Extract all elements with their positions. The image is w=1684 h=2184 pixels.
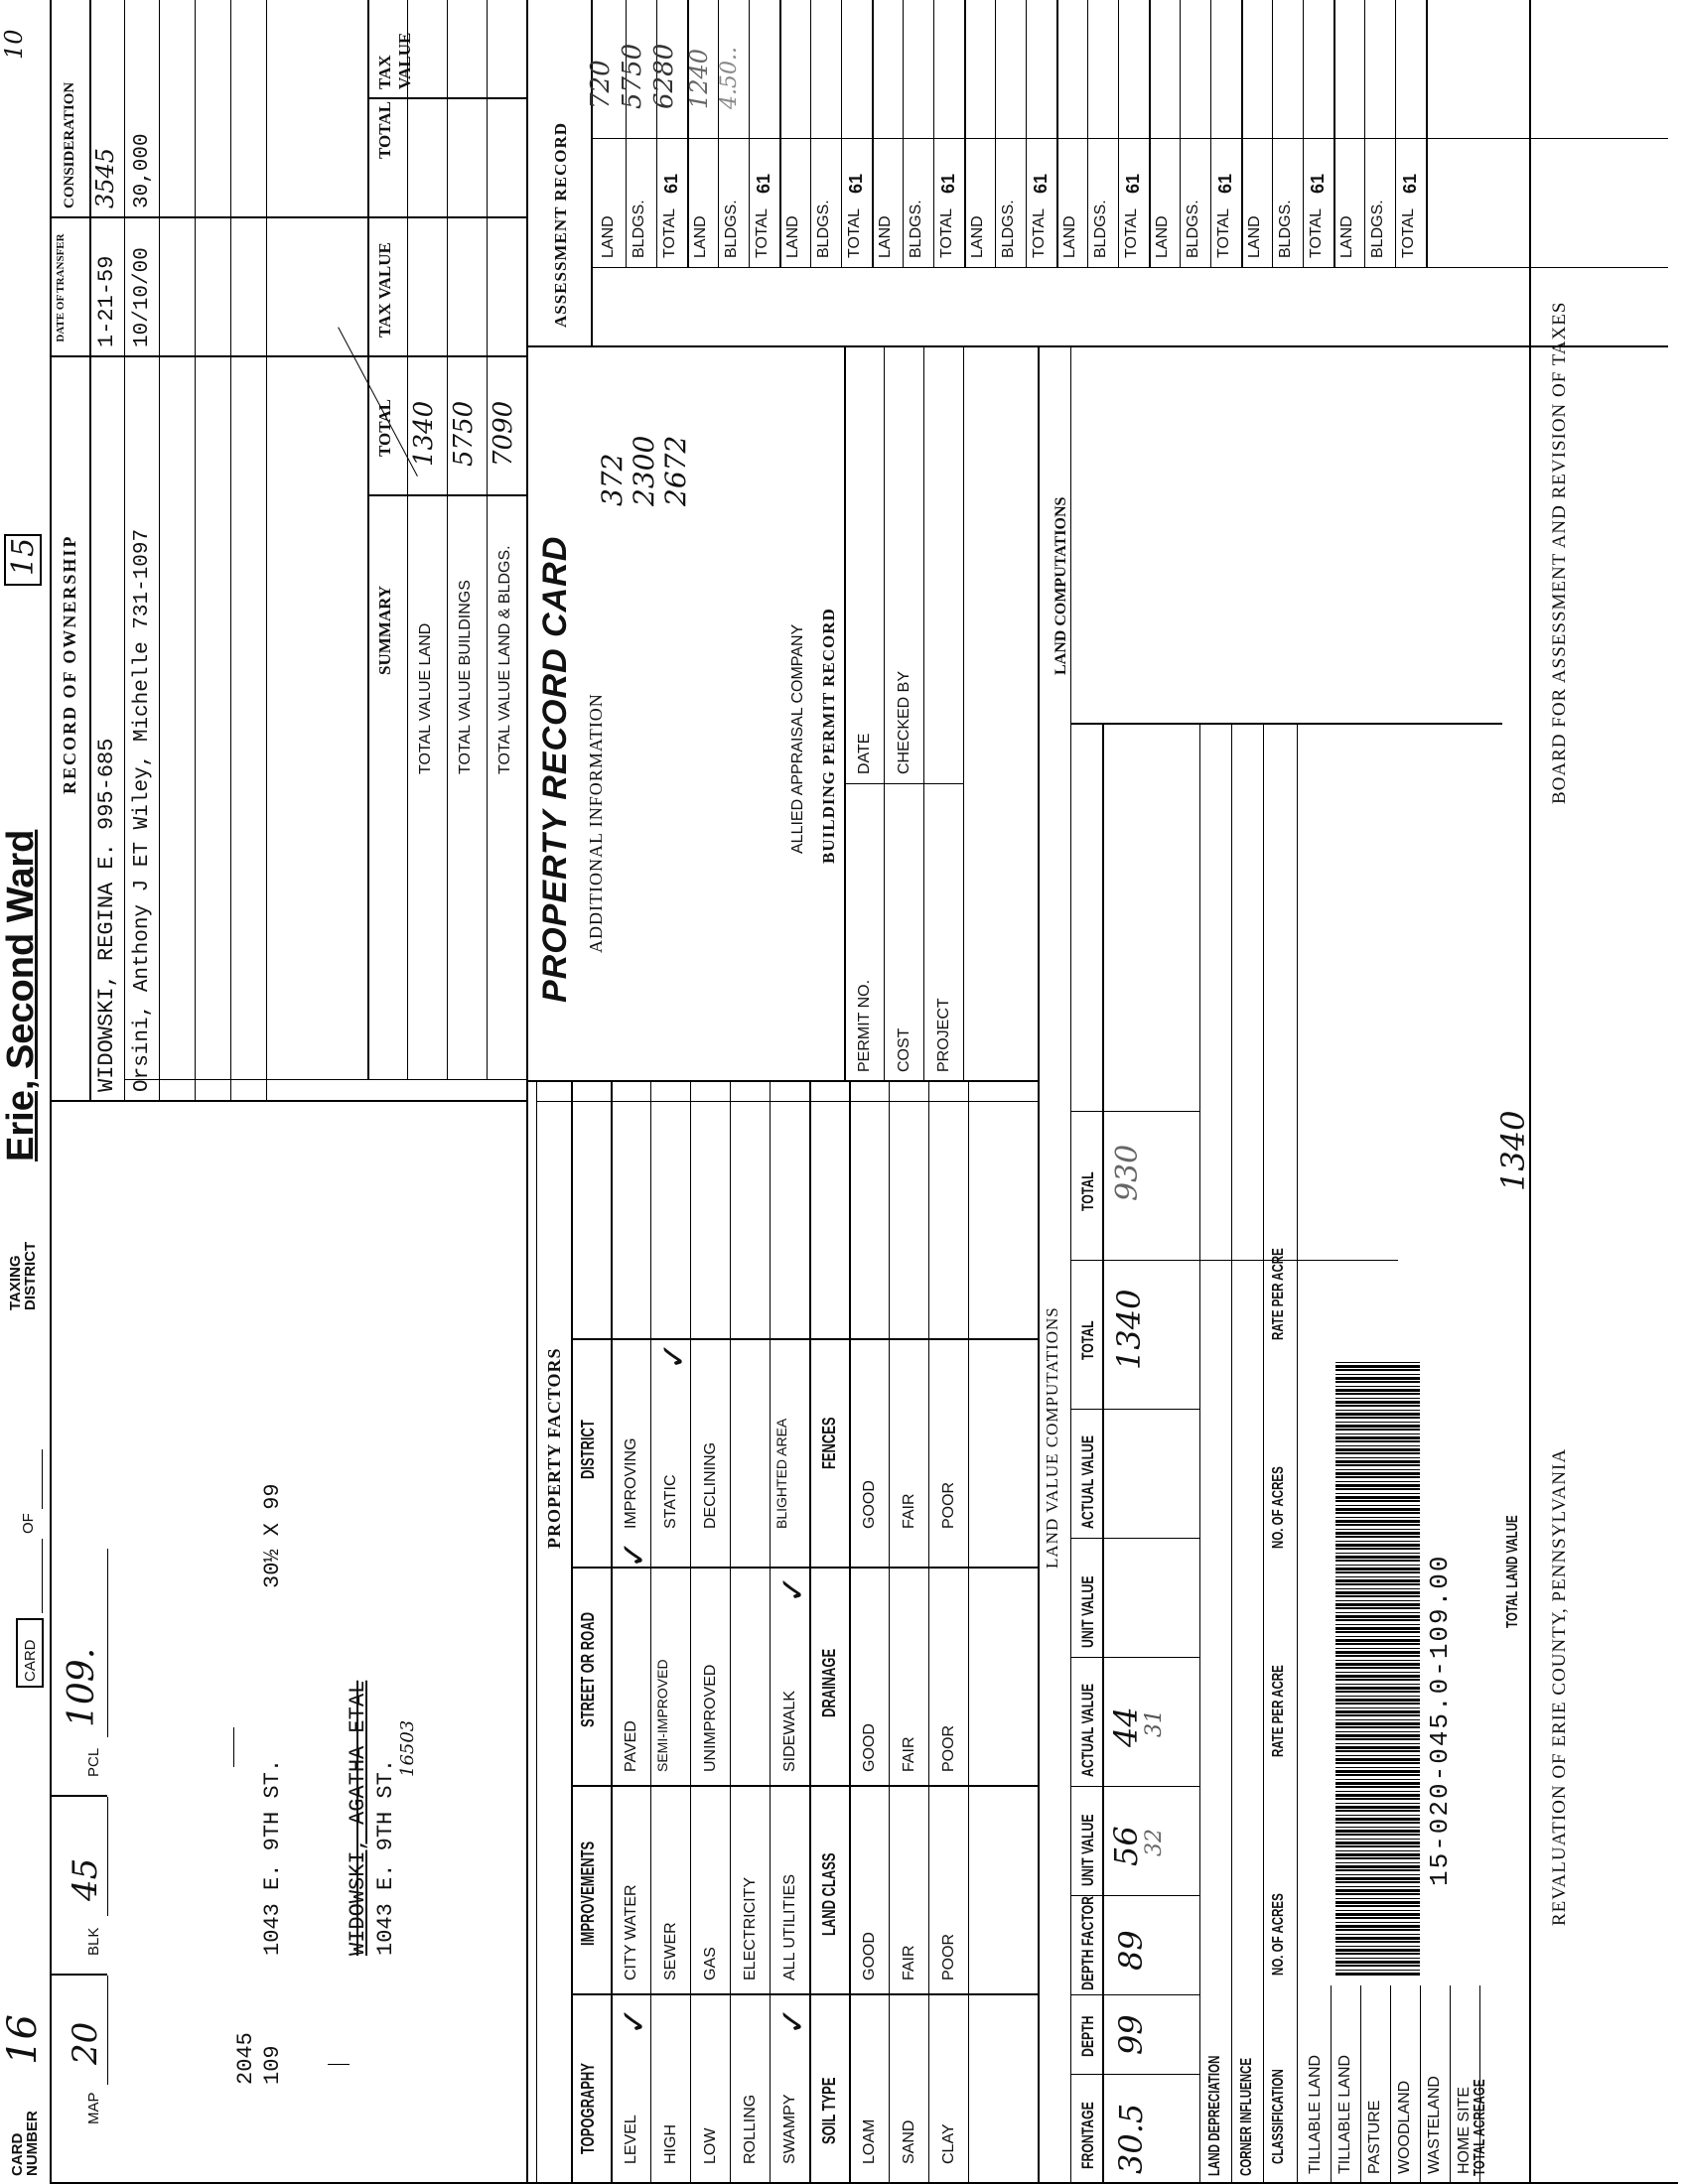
right-total-header: TOTAL (375, 101, 394, 159)
map-value: 20 (66, 2021, 105, 2065)
barcode (1335, 1360, 1420, 1976)
district-static: STATIC (662, 1474, 679, 1529)
district-code-box (4, 534, 42, 586)
taxing-district-label: TAXING DISTRICT (7, 1241, 39, 1310)
lv-actual-value-val: 44 (1107, 1706, 1145, 1747)
summary-land-label: TOTAL VALUE LAND (417, 622, 434, 774)
assessment-row-land: LAND (1338, 215, 1355, 258)
summary-both-total: 7090 (489, 400, 518, 467)
assessment-row-bldgs: BLDGS. (1185, 200, 1201, 258)
corner-influence: CORNER INFLUENCE (1238, 2057, 1255, 2176)
imp-sewer: SEWER (662, 1922, 679, 1980)
assessment-year-code: 61 (1308, 173, 1328, 194)
road-unimproved: UNIMPROVED (702, 1664, 719, 1772)
col-improvements: IMPROVEMENTS (578, 1841, 598, 1946)
road-semi-improved: SEMI-IMPROVED (654, 1659, 670, 1772)
owner-struck: WIDOWSKI, AGATHA ETAL (346, 1680, 370, 1956)
road-sidewalk: SIDEWALK (781, 1690, 798, 1772)
topo-high: HIGH (662, 2124, 679, 2164)
district-declining: DECLINING (702, 1441, 719, 1529)
permit-project: PROJECT (935, 998, 952, 1072)
assessment-row-land: LAND (969, 215, 986, 258)
lv-depth: DEPTH (1078, 2015, 1097, 2057)
assessment-year-code: 61 (1215, 173, 1235, 194)
lv-unit-value: UNIT VALUE (1078, 1814, 1097, 1886)
card-label: CARD (22, 1639, 39, 1682)
assessment-row-bldgs: BLDGS. (1277, 200, 1294, 258)
addl-value-2: 2300 (628, 435, 660, 506)
card-box (16, 1618, 44, 1688)
addl-value-1: 372 (596, 453, 629, 506)
district-code: 15 (6, 537, 41, 576)
assessment-row-total: TOTAL (661, 207, 678, 258)
permit-cost: COST (896, 1027, 912, 1072)
drainage-poor: POOR (940, 1724, 957, 1772)
summary-land-total: 1340 (409, 400, 439, 467)
assessment-year-code: 61 (1031, 173, 1051, 194)
lv-actual-value-2: ACTUAL VALUE (1078, 1434, 1097, 1529)
lv-unit-value-val: 56 (1107, 1826, 1145, 1866)
lv-frontage: FRONTAGE (1078, 2102, 1097, 2169)
acre-class-row: WOODLAND (1396, 2080, 1413, 2174)
ownership-title: RECORD OF OWNERSHIP (60, 534, 79, 794)
lv-depth-value: 99 (1112, 2014, 1150, 2055)
date-row-1: 1-21-59 (94, 255, 119, 347)
imp-gas: GAS (702, 1947, 719, 1980)
class-poor: POOR (940, 1933, 957, 1980)
right-tax-header: TAX VALUE (375, 32, 414, 89)
topo-swampy: SWAMPY (781, 2094, 798, 2164)
acre-rate-2: RATE PER ACRE (1270, 1248, 1287, 1340)
class-good: GOOD (861, 1932, 878, 1980)
company: ALLIED APPRAISAL COMPANY (789, 623, 806, 854)
card-number-label: CARD NUMBER (9, 2111, 41, 2176)
assessment-row-bldgs: BLDGS. (1092, 200, 1109, 258)
footer-right: BOARD FOR ASSESSMENT AND REVISION OF TAXES (1549, 301, 1570, 804)
lv-frontage-value: 30.5 (1112, 2103, 1150, 2174)
topo-low: LOW (702, 2127, 719, 2164)
acre-class-row: TILLABLE LAND (1307, 2054, 1324, 2174)
summary-title: SUMMARY (375, 585, 394, 675)
assessment-row-total: TOTAL (1031, 207, 1048, 258)
assessment-row-total: TOTAL (938, 207, 955, 258)
col-topography: TOPOGRAPHY (578, 2063, 598, 2154)
assessment-year-code: 61 (846, 173, 866, 194)
land-depreciation: LAND DEPRECIATION (1206, 2055, 1223, 2176)
col-drainage: DRAINAGE (819, 1648, 839, 1717)
check-sidewalk: ✓ (773, 1574, 813, 1603)
assessment-row-total: TOTAL (754, 207, 771, 258)
prc-title: PROPERTY RECORD CARD (536, 535, 574, 1003)
assessment-row-total: TOTAL (1123, 207, 1140, 258)
check-paved: ✓ (615, 1540, 654, 1569)
parcel-id: 15-020-045.0-109.00 (1425, 1554, 1455, 1886)
consideration-header: CONSIDERATION (62, 81, 77, 208)
assess-val-5: 4.50.. (717, 47, 742, 109)
lv-depth-factor: DEPTH FACTOR (1078, 1896, 1097, 1990)
acre-class-row: PASTURE (1366, 2100, 1383, 2174)
assessment-row-land: LAND (784, 215, 801, 258)
assess-val-4: 1240 (685, 48, 713, 109)
assessment-row-bldgs: BLDGS. (908, 200, 924, 258)
footer-left: REVALUATION OF ERIE COUNTY, PENNSYLVANIA (1549, 1447, 1570, 1926)
map-label: MAP (85, 2092, 102, 2124)
col-soil: SOIL TYPE (819, 2077, 839, 2144)
consideration-row-1: 3545 (91, 147, 119, 208)
check-static: ✓ (654, 1341, 694, 1370)
topo-level: LEVEL (623, 2115, 639, 2164)
assessment-row-land: LAND (877, 215, 894, 258)
summary-both-label: TOTAL VALUE LAND & BLDGS. (496, 545, 513, 774)
lv-unit-value-2: UNIT VALUE (1078, 1575, 1097, 1648)
fences-fair: FAIR (901, 1493, 917, 1529)
assessment-row-total: TOTAL (1400, 207, 1417, 258)
assessment-year-code: 61 (1400, 173, 1420, 194)
lv-actual-value: ACTUAL VALUE (1078, 1683, 1097, 1777)
total-acreage: TOTAL ACREAGE (1472, 2079, 1488, 2176)
pcl-label: PCL (85, 1747, 102, 1777)
assessment-row-land: LAND (1061, 215, 1078, 258)
summary-total-header: TOTAL (375, 399, 394, 457)
assess-val-1: 720 (586, 60, 616, 109)
assessment-row-bldgs: BLDGS. (1369, 200, 1386, 258)
owner-row-1: WIDOWSKI, REGINA E. 995-685 (94, 738, 119, 1092)
lv-total-2: TOTAL (1078, 1171, 1097, 1211)
acre-class-row: HOME SITE (1456, 2086, 1473, 2174)
col-street: STREET OR ROAD (578, 1612, 598, 1727)
consideration-row-2: 30,000 (131, 133, 154, 208)
permit-no: PERMIT NO. (856, 979, 873, 1072)
assessment-row-land: LAND (600, 215, 617, 258)
imp-electricity: ELECTRICITY (742, 1876, 759, 1980)
summary-bldgs-label: TOTAL VALUE BUILDINGS (457, 580, 474, 774)
col-land-class: LAND CLASS (819, 1852, 839, 1936)
assess-val-3: 6280 (649, 43, 679, 109)
card-number-value: 16 (0, 2014, 46, 2065)
permit-checked: CHECKED BY (896, 670, 912, 774)
assessment-row-land: LAND (1246, 215, 1263, 258)
blk-label: BLK (85, 1927, 102, 1956)
assessment-row-land: LAND (692, 215, 709, 258)
topo-rolling: ROLLING (742, 2094, 759, 2164)
owner-row-2: Orsini, Anthony J ET Wiley, Michelle 731-1097 (131, 528, 154, 1092)
assessment-row-bldgs: BLDGS. (723, 200, 740, 258)
total-land-value: 1340 (1494, 1110, 1532, 1191)
assessment-title: ASSESSMENT RECORD (551, 121, 570, 328)
drainage-good: GOOD (861, 1723, 878, 1772)
blk-value: 45 (66, 1857, 105, 1901)
taxing-district-name: Erie, Second Ward (0, 829, 42, 1161)
col-district: DISTRICT (578, 1420, 598, 1479)
pcl-value: 109. (62, 1647, 102, 1727)
acre-no-acres: NO. OF ACRES (1270, 1893, 1287, 1976)
drainage-fair: FAIR (901, 1736, 917, 1772)
fences-good: GOOD (861, 1480, 878, 1529)
acre-rate: RATE PER ACRE (1270, 1665, 1287, 1757)
summary-tax-header: TAX VALUE (375, 242, 394, 338)
permit-title: BUILDING PERMIT RECORD (819, 608, 838, 864)
total-land-value-label: TOTAL LAND VALUE (1504, 1515, 1521, 1628)
class-fair: FAIR (901, 1945, 917, 1980)
assessment-row-bldgs: BLDGS. (631, 200, 647, 258)
district-blighted: BLIGHTED AREA (773, 1418, 789, 1529)
assessment-row-total: TOTAL (1215, 207, 1232, 258)
soil-loam: LOAM (861, 2118, 878, 2164)
date-row-2: 10/10/00 (131, 247, 154, 347)
assessment-year-code: 61 (754, 173, 773, 194)
col-fences: FENCES (819, 1417, 839, 1469)
address-2: 1043 E. 9TH ST. (373, 1758, 398, 1956)
land-value-title: LAND VALUE COMPUTATIONS (1043, 1306, 1061, 1569)
assessment-year-code: 61 (661, 173, 681, 194)
code-2: 109 (260, 2045, 285, 2085)
property-factors-title: PROPERTY FACTORS (544, 1347, 564, 1549)
lv-factor-value: 89 (1112, 1930, 1150, 1971)
lv-total: TOTAL (1078, 1320, 1097, 1360)
soil-clay: CLAY (940, 2123, 957, 2164)
district-improving: IMPROVING (623, 1437, 639, 1529)
assessment-year-code: 61 (1123, 173, 1143, 194)
acre-class-row: TILLABLE LAND (1336, 2054, 1353, 2174)
lv-total-value-2: 930 (1110, 1144, 1145, 1201)
additional-info-title: ADDITIONAL INFORMATION (586, 693, 606, 953)
lot-size: 30½ X 99 (260, 1483, 285, 1588)
date-transfer-header: DATE OF TRANSFER (55, 233, 67, 342)
lv-unit-value-val-2: 32 (1142, 1829, 1167, 1856)
lv-total-value: 1340 (1110, 1289, 1148, 1370)
assessment-row-total: TOTAL (1308, 207, 1325, 258)
imp-all-utilities: ALL UTILITIES (781, 1874, 798, 1980)
assessment-row-land: LAND (1154, 215, 1171, 258)
lv-actual-value-val-2: 31 (1142, 1709, 1167, 1737)
zip: 16503 (397, 1719, 418, 1777)
acre-class-row: WASTELAND (1426, 2076, 1443, 2174)
code-1: 2045 (233, 2032, 258, 2085)
imp-city-water: CITY WATER (623, 1884, 639, 1980)
fences-poor: POOR (940, 1481, 957, 1529)
assess-val-2: 5750 (618, 43, 647, 109)
permit-date: DATE (856, 733, 873, 774)
page-mark: 10 (0, 29, 28, 60)
summary-bldgs-total: 5750 (449, 400, 479, 467)
road-paved: PAVED (623, 1720, 639, 1772)
check-level: ✓ (615, 2006, 654, 2035)
assessment-row-bldgs: BLDGS. (815, 200, 832, 258)
assessment-row-bldgs: BLDGS. (1000, 200, 1017, 258)
assessment-row-total: TOTAL (846, 207, 863, 258)
acre-classification: CLASSIFICATION (1270, 2069, 1287, 2164)
addl-value-3: 2672 (659, 435, 692, 506)
assessment-year-code: 61 (938, 173, 958, 194)
soil-sand: SAND (901, 2119, 917, 2164)
acre-no-acres-2: NO. OF ACRES (1270, 1466, 1287, 1549)
address-1: 1043 E. 9TH ST. (260, 1758, 285, 1956)
check-swampy: ✓ (773, 2006, 813, 2035)
of-label: OF (20, 1513, 37, 1534)
land-computations: LAND COMPUTATIONS (1052, 496, 1069, 675)
